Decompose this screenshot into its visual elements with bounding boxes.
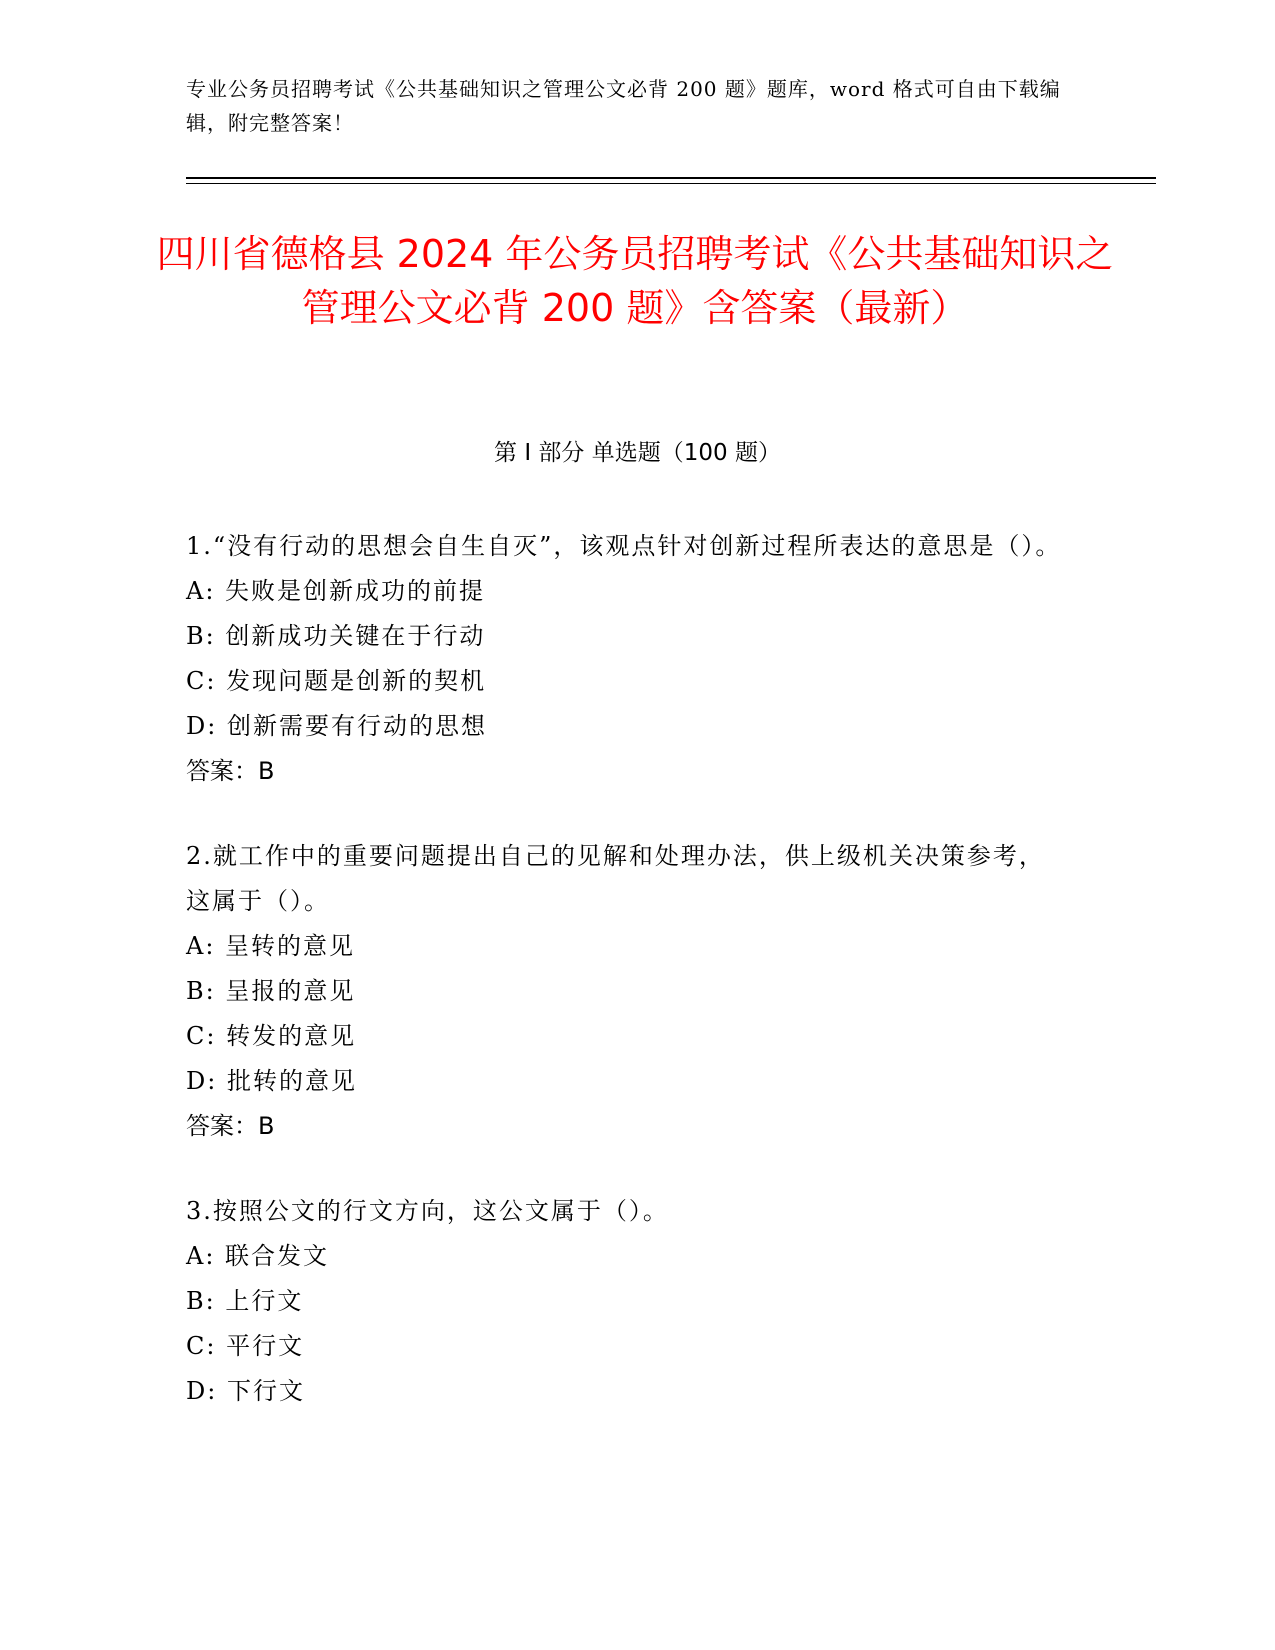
document-title: 四川省德格县 2024 年公务员招聘考试《公共基础知识之管理公文必背 200 题》含答案（最新） bbox=[156, 232, 1114, 330]
option-b: B: 创新成功关键在于行动 bbox=[186, 622, 486, 650]
header-note: 专业公务员招聘考试《公共基础知识之管理公文必背 200 题》题库，word 格式可自由下载编辑，附完整答案！ bbox=[186, 77, 1061, 135]
question-list bbox=[186, 524, 1066, 1454]
question-stem: 3.按照公文的行文方向，这公文属于（）。 bbox=[186, 1197, 669, 1225]
question-3 bbox=[186, 1189, 1066, 1414]
option-b: B: 呈报的意见 bbox=[186, 977, 356, 1005]
question-stem: 2.就工作中的重要问题提出自己的见解和处理办法，供上级机关决策参考，这属于（）。 bbox=[186, 842, 1045, 915]
option-b: B: 上行文 bbox=[186, 1287, 304, 1315]
option-c: C: 平行文 bbox=[186, 1332, 305, 1360]
option-a: A: 失败是创新成功的前提 bbox=[186, 577, 486, 605]
question-stem: 1.“没有行动的思想会自生自灭”，该观点针对创新过程所表达的意思是（）。 bbox=[186, 532, 1062, 560]
answer: 答案：B bbox=[186, 1112, 275, 1140]
question-2 bbox=[186, 834, 1066, 1149]
option-a: A: 呈转的意见 bbox=[186, 932, 356, 960]
header-divider-thin bbox=[186, 183, 1156, 184]
option-a: A: 联合发文 bbox=[186, 1242, 330, 1270]
option-d: D: 批转的意见 bbox=[186, 1067, 357, 1095]
option-d: D: 创新需要有行动的思想 bbox=[186, 712, 487, 740]
option-c: C: 转发的意见 bbox=[186, 1022, 357, 1050]
question-1 bbox=[186, 524, 1066, 794]
option-d: D: 下行文 bbox=[186, 1377, 305, 1405]
answer: 答案：B bbox=[186, 757, 275, 785]
section-title: 第 I 部分 单选题（100 题） bbox=[494, 440, 781, 466]
header-divider-thick bbox=[186, 177, 1156, 179]
option-c: C: 发现问题是创新的契机 bbox=[186, 667, 487, 695]
